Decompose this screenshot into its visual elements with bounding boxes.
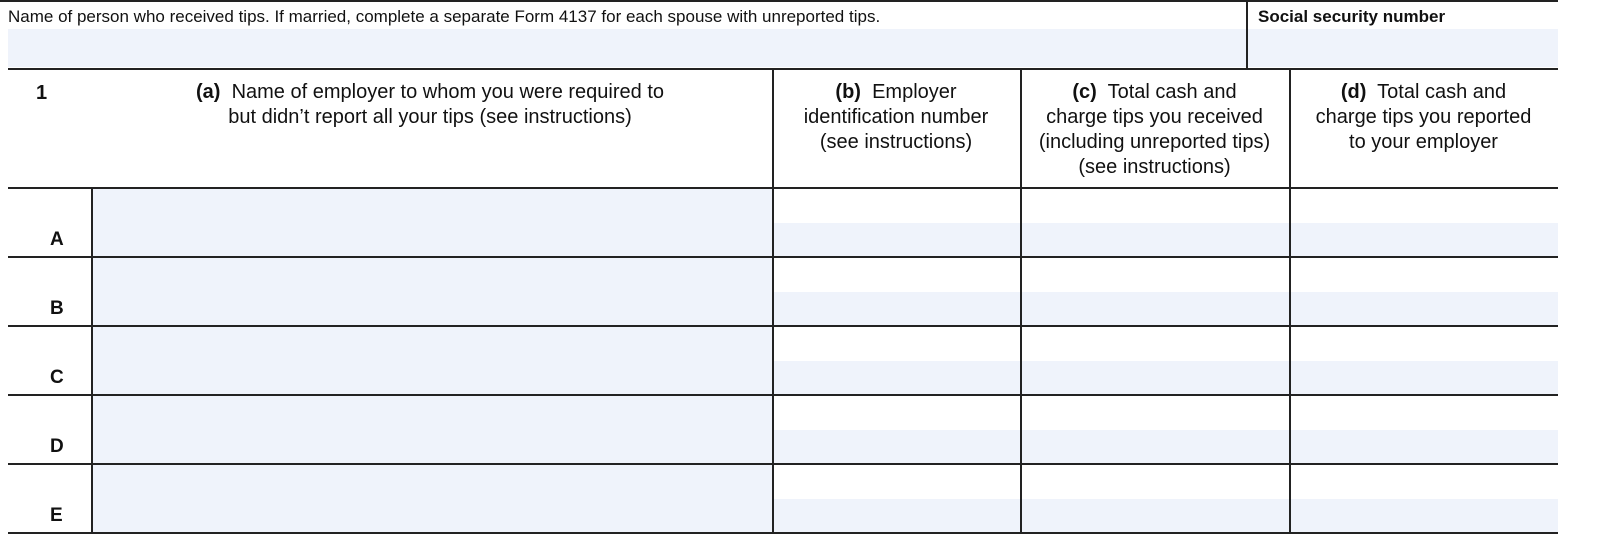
tips-reported-input[interactable] xyxy=(1291,361,1558,395)
tips-reported-input[interactable] xyxy=(1291,430,1558,464)
column-divider xyxy=(91,188,93,534)
row-label: D xyxy=(50,436,64,457)
ein-input[interactable] xyxy=(774,499,1020,533)
line-number: 1 xyxy=(36,82,48,104)
tips-received-input[interactable] xyxy=(1022,223,1289,257)
row-label: B xyxy=(50,298,64,319)
header-text: charge tips you reported xyxy=(1315,106,1532,128)
column-a-header xyxy=(120,80,740,130)
column-divider xyxy=(1289,68,1291,534)
header-top-rule xyxy=(8,68,1558,70)
ssn-label: Social security number xyxy=(1258,7,1446,26)
ein-input[interactable] xyxy=(774,430,1020,464)
column-d-header xyxy=(1289,80,1558,155)
employer-name-input[interactable] xyxy=(93,465,772,532)
column-divider xyxy=(1020,68,1022,534)
tips-received-input[interactable] xyxy=(1022,292,1289,326)
header-text: (see instructions) xyxy=(819,131,973,153)
name-label: Name of person who received tips. If married, complete a separate Form 4137 for each spouse with unreported tips. xyxy=(8,7,881,26)
tips-reported-input[interactable] xyxy=(1291,499,1558,533)
row-label: C xyxy=(50,367,64,388)
bottom-rule xyxy=(8,532,1558,534)
ein-input[interactable] xyxy=(774,223,1020,257)
employer-name-input[interactable] xyxy=(93,327,772,394)
header-text: to your employer xyxy=(1349,131,1498,153)
row-label: E xyxy=(50,505,63,526)
column-divider xyxy=(772,68,774,534)
name-input[interactable] xyxy=(8,29,1246,67)
header-text: Employer xyxy=(872,81,957,103)
tips-received-input[interactable] xyxy=(1022,430,1289,464)
column-c-header xyxy=(1020,80,1289,180)
column-letter: (b) xyxy=(835,81,861,103)
column-b-header xyxy=(772,80,1020,155)
header-text: (see instructions) xyxy=(1078,156,1231,178)
top-rule xyxy=(0,0,1558,2)
column-letter: (d) xyxy=(1340,81,1367,103)
tips-received-input[interactable] xyxy=(1022,361,1289,395)
ein-input[interactable] xyxy=(774,361,1020,395)
column-letter: (c) xyxy=(1072,81,1097,103)
row-label: A xyxy=(50,229,64,250)
header-text: Total cash and xyxy=(1377,81,1507,103)
header-text: but didn’t report all your tips (see instructions) xyxy=(228,106,632,128)
tips-received-input[interactable] xyxy=(1022,499,1289,533)
header-text: (including unreported tips) xyxy=(1038,131,1271,153)
tips-reported-input[interactable] xyxy=(1291,223,1558,257)
ein-input[interactable] xyxy=(774,292,1020,326)
ssn-input[interactable] xyxy=(1248,29,1558,67)
employer-name-input[interactable] xyxy=(93,396,772,463)
header-text: Total cash and xyxy=(1107,81,1237,103)
header-text: Name of employer to whom you were required to xyxy=(231,81,664,103)
employer-name-input[interactable] xyxy=(93,189,772,256)
column-letter: (a) xyxy=(196,81,221,103)
header-text: charge tips you received xyxy=(1046,106,1263,128)
tips-reported-input[interactable] xyxy=(1291,292,1558,326)
employer-name-input[interactable] xyxy=(93,258,772,325)
header-text: identification number xyxy=(803,106,989,128)
